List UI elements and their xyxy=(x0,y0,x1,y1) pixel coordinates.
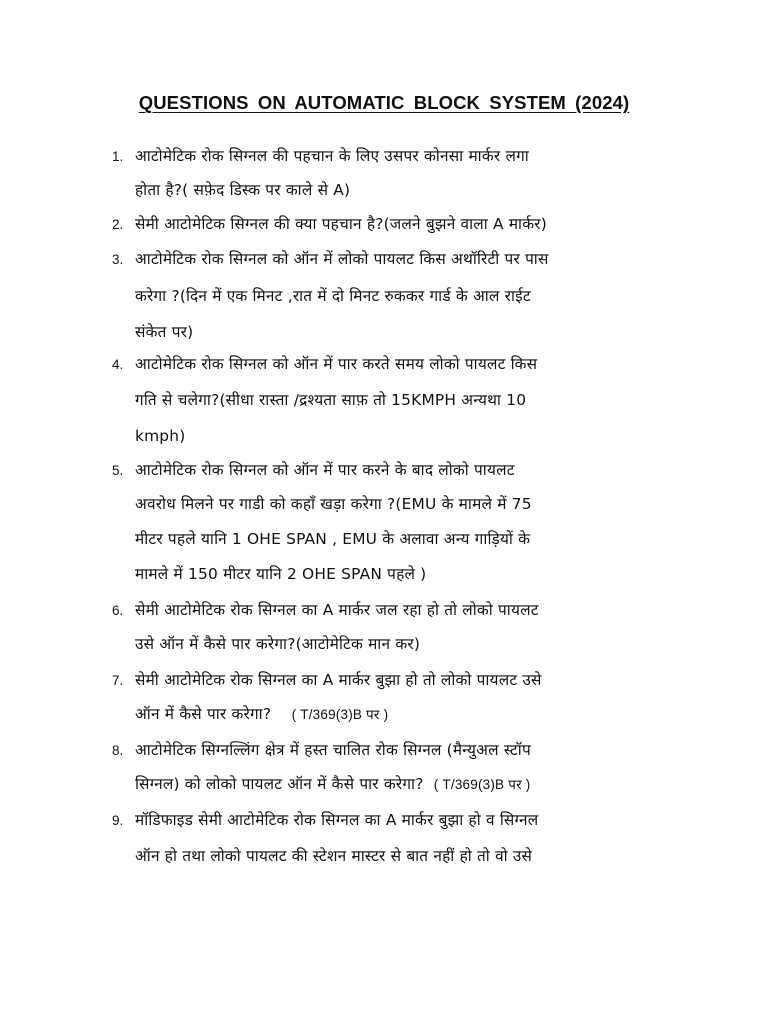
question-number: 6. xyxy=(112,603,124,618)
question-number: 8. xyxy=(112,743,124,758)
question-text-line: सेमी आटोमेटिक रोक सिग्नल का A मार्कर जल रहा हो तो लोको पायलट xyxy=(135,601,539,619)
question-text-line xyxy=(135,774,665,795)
question-number: 7. xyxy=(112,673,124,688)
question-number: 5. xyxy=(112,463,124,478)
question-text-line: अवरोध मिलने पर गाडी को कहाँ खड़ा करेगा ?(EMU के मामले में 75 xyxy=(135,495,532,513)
question-text: सिग्नल) को लोको पायलट ऑन में कैसे पार करेगा? xyxy=(135,775,424,793)
question-text-line: सेमी आटोमेटिक रोक सिग्नल का A मार्कर बुझा हो तो लोको पायलट उसे xyxy=(135,671,542,689)
question-text-line: मामले में 150 मीटर यानि 2 OHE SPAN पहले ) xyxy=(135,565,427,583)
question-number: 2. xyxy=(112,217,124,232)
question-text: ऑन में कैसे पार करेगा? xyxy=(135,705,272,723)
question-text-line: गति से चलेगा?(सीधा रास्ता /द्रश्यता साफ़ तो 15KMPH अन्यथा 10 xyxy=(135,391,527,409)
question-text-line: मीटर पहले यानि 1 OHE SPAN , EMU के अलावा अन्य गाड़ियों के xyxy=(135,530,531,548)
question-text-line: आटोमेटिक रोक सिग्नल को ऑन में लोको पायलट किस अथॉरिटी पर पास xyxy=(135,250,549,268)
question-text-line: मॉडिफाइड सेमी आटोमेटिक रोक सिग्नल का A मार्कर बुझा हो व सिग्नल xyxy=(135,811,539,829)
question-text-line: ऑन हो तथा लोको पायलट की स्टेशन मास्टर से बात नहीं हो तो वो उसे xyxy=(135,847,533,865)
question-text-line: आटोमेटिक सिग्नल्लिंग क्षेत्र में हस्त चालित रोक सिग्नल (मैन्युअल स्टॉप xyxy=(135,741,531,759)
question-text-line: आटोमेटिक रोक सिग्नल को ऑन में पार करने के बाद लोको पायलट xyxy=(135,461,515,479)
question-text-line: kmph) xyxy=(135,427,186,445)
question-text-line: आटोमेटिक रोक सिग्नल को ऑन में पार करते समय लोको पायलट किस xyxy=(135,355,538,373)
rule-reference: ( T/369(3)B पर ) xyxy=(291,707,389,722)
question-number: 4. xyxy=(112,357,124,372)
question-text-line: उसे ऑन में कैसे पार करेगा?(आटोमेटिक मान कर) xyxy=(135,635,421,653)
question-text-line xyxy=(135,704,665,725)
question-text-line: सेमी आटोमेटिक सिग्नल की क्या पहचान है?(जलने बुझने वाला A मार्कर) xyxy=(135,215,547,233)
question-text-line: करेगा ?(दिन में एक मिनट ,रात में दो मिनट रुककर गार्ड के आल राईट xyxy=(135,287,531,305)
question-number: 3. xyxy=(112,252,124,267)
question-text-line: होता है?( सफ़ेद डिस्क पर काले से A) xyxy=(135,181,351,199)
question-text-line: आटोमेटिक रोक सिग्नल की पहचान के लिए उसपर कोनसा मार्कर लगा xyxy=(135,147,529,165)
question-number: 1. xyxy=(112,149,124,164)
rule-reference: ( T/369(3)B पर ) xyxy=(433,777,531,792)
page-title: QUESTIONS ON AUTOMATIC BLOCK SYSTEM (2024) xyxy=(138,92,630,113)
question-number: 9. xyxy=(112,813,124,828)
question-text-line: संकेत पर) xyxy=(135,323,194,341)
